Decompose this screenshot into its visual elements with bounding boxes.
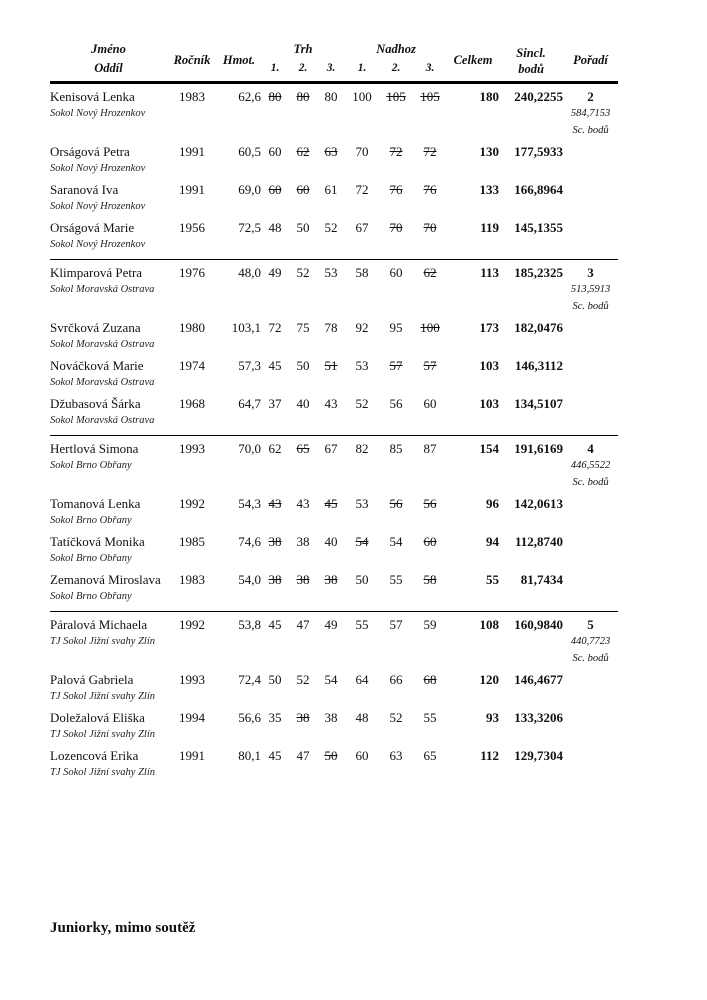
snatch-attempt-1: 60 [268, 182, 282, 197]
athlete-club: Sokol Moravská Ostrava [50, 377, 155, 388]
cj-attempt-3: 76 [423, 182, 437, 197]
total-cell: 120 [479, 672, 500, 687]
cj-attempt-2: 57 [389, 617, 403, 632]
cj-attempt-2: 76 [389, 182, 403, 197]
snatch-attempt-2: 75 [296, 320, 310, 335]
snatch-attempt-1: 45 [268, 748, 282, 763]
snatch-attempt-1: 37 [268, 396, 282, 411]
rank-cell [563, 353, 618, 391]
snatch-attempt-3: 63 [324, 144, 338, 159]
header-weight: Hmot. [222, 53, 256, 67]
cj-attempt-2: 54 [389, 534, 403, 549]
year-cell: 1994 [179, 710, 205, 725]
athlete-cell [50, 215, 167, 260]
cj-attempt-3: 59 [423, 617, 437, 632]
table-row [50, 529, 618, 567]
table-row [50, 215, 618, 260]
athlete-club: TJ Sokol Jižní svahy Zlín [50, 691, 155, 702]
athlete-cell [50, 567, 167, 612]
sinclair-cell: 166,8964 [514, 182, 564, 197]
snatch-attempt-2: 52 [296, 265, 310, 280]
table-row [50, 743, 618, 787]
header-club: Oddíl [94, 61, 123, 75]
cj-attempt-2: 72 [389, 144, 403, 159]
year-cell: 1956 [179, 220, 205, 235]
team-score-label: Sc. bodů [572, 477, 609, 488]
team-score-label: Sc. bodů [572, 653, 609, 664]
rank-cell [563, 743, 618, 787]
athlete-name: Palová Gabriela [50, 672, 134, 687]
snatch-attempt-2: 40 [296, 396, 310, 411]
cj-attempt-1: 100 [352, 89, 372, 104]
total-cell: 93 [486, 710, 500, 725]
results-page [50, 40, 618, 787]
weight-cell: 60,5 [238, 144, 261, 159]
weight-cell: 57,3 [238, 358, 261, 373]
snatch-attempt-3: 54 [324, 672, 338, 687]
weight-cell: 64,7 [238, 396, 261, 411]
total-cell: 94 [486, 534, 500, 549]
athlete-club: Sokol Brno Obřany [50, 515, 132, 526]
snatch-attempt-3: 52 [324, 220, 338, 235]
snatch-attempt-2: 38 [296, 710, 310, 725]
cj-attempt-2: 63 [389, 748, 403, 763]
athlete-name: Doležalová Eliška [50, 710, 145, 725]
athlete-cell [50, 315, 167, 353]
year-cell: 1991 [179, 144, 205, 159]
snatch-attempt-2: 50 [296, 220, 310, 235]
cj-attempt-2: 55 [389, 572, 403, 587]
cj-attempt-3: 100 [420, 320, 440, 335]
cj-attempt-2: 57 [389, 358, 403, 373]
weight-cell: 103,1 [231, 320, 261, 335]
cj-attempt-3: 72 [423, 144, 437, 159]
snatch-attempt-2: 65 [296, 441, 310, 456]
weight-cell: 72,5 [238, 220, 261, 235]
cj-attempt-1: 72 [355, 182, 369, 197]
snatch-attempt-1: 38 [268, 534, 282, 549]
weight-cell: 54,0 [238, 572, 261, 587]
header-snatch: Trh [293, 42, 313, 56]
header-total: Celkem [453, 53, 493, 67]
rank-cell [563, 436, 618, 492]
cj-attempt-1: 53 [355, 358, 369, 373]
rank-cell [563, 491, 618, 529]
cj-attempt-1: 50 [355, 572, 369, 587]
athlete-cell [50, 139, 167, 177]
snatch-attempt-3: 43 [324, 396, 338, 411]
snatch-attempt-2: 38 [296, 534, 310, 549]
snatch-attempt-1: 38 [268, 572, 282, 587]
header-sinclair-line2: bodů [518, 61, 544, 76]
athlete-club: Sokol Brno Obřany [50, 591, 132, 602]
table-header [50, 40, 618, 83]
snatch-attempt-2: 50 [296, 358, 310, 373]
snatch-attempt-1: 62 [268, 441, 282, 456]
total-cell: 103 [479, 396, 500, 411]
athlete-club: Sokol Nový Hrozenkov [50, 163, 146, 174]
snatch-attempt-3: 38 [324, 710, 338, 725]
rank-cell [563, 612, 618, 668]
rank-cell [563, 667, 618, 705]
year-cell: 1976 [179, 265, 205, 280]
cj-attempt-1: 82 [355, 441, 369, 456]
snatch-attempt-3: 78 [324, 320, 338, 335]
athlete-name: Džubasová Šárka [50, 396, 141, 411]
cj-attempt-1: 92 [355, 320, 369, 335]
cj-attempt-2: 60 [389, 265, 403, 280]
cj-attempt-1: 48 [355, 710, 369, 725]
rank-cell [563, 529, 618, 567]
sinclair-cell: 185,2325 [514, 265, 564, 280]
team-score-label: Sc. bodů [572, 125, 609, 136]
cj-attempt-1: 55 [355, 617, 369, 632]
cj-attempt-2: 66 [389, 672, 403, 687]
year-cell: 1985 [179, 534, 205, 549]
total-cell: 130 [479, 144, 500, 159]
table-row [50, 139, 618, 177]
snatch-attempt-2: 80 [296, 89, 310, 104]
weight-cell: 48,0 [238, 265, 261, 280]
athlete-name: Tatíčková Monika [50, 534, 145, 549]
snatch-attempt-3: 61 [324, 182, 338, 197]
cj-attempt-3: 105 [420, 89, 440, 104]
athlete-club: Sokol Moravská Ostrava [50, 284, 155, 295]
athlete-club: TJ Sokol Jižní svahy Zlín [50, 767, 155, 778]
cj-attempt-3: 70 [423, 220, 437, 235]
year-cell: 1991 [179, 748, 205, 763]
weight-cell: 53,8 [238, 617, 261, 632]
team-group [50, 612, 618, 788]
weight-cell: 72,4 [238, 672, 261, 687]
snatch-attempt-2: 47 [296, 617, 310, 632]
snatch-attempt-3: 53 [324, 265, 338, 280]
snatch-attempt-2: 47 [296, 748, 310, 763]
team-score: 513,5913 [570, 284, 611, 295]
year-cell: 1968 [179, 396, 205, 411]
sinclair-cell: 142,0613 [514, 496, 564, 511]
athlete-club: Sokol Brno Obřany [50, 460, 132, 471]
team-score: 584,7153 [570, 108, 611, 119]
table-row [50, 567, 618, 612]
snatch-attempt-3: 45 [324, 496, 338, 511]
athlete-name: Saranová Iva [50, 182, 119, 197]
total-cell: 103 [479, 358, 500, 373]
results-table [50, 40, 618, 787]
sinclair-cell: 182,0476 [514, 320, 564, 335]
athlete-club: Sokol Nový Hrozenkov [50, 108, 146, 119]
cj-attempt-2: 95 [389, 320, 403, 335]
snatch-attempt-1: 45 [268, 617, 282, 632]
cj-attempt-1: 60 [355, 748, 369, 763]
year-cell: 1991 [179, 182, 205, 197]
snatch-attempt-2: 62 [296, 144, 310, 159]
cj-attempt-3: 55 [423, 710, 437, 725]
table-row [50, 491, 618, 529]
sinclair-cell: 146,3112 [515, 358, 564, 373]
team-place: 3 [587, 265, 594, 280]
athlete-name: Nováčková Marie [50, 358, 144, 373]
total-cell: 119 [480, 220, 500, 235]
athlete-cell [50, 705, 167, 743]
cj-attempt-3: 87 [423, 441, 437, 456]
cj-attempt-2: 105 [386, 89, 406, 104]
rank-cell [563, 215, 618, 260]
snatch-attempt-2: 38 [296, 572, 310, 587]
cj-attempt-3: 58 [423, 572, 437, 587]
rank-cell [563, 391, 618, 436]
rank-cell [563, 177, 618, 215]
athlete-name: Orságová Marie [50, 220, 135, 235]
sinclair-cell: 146,4677 [514, 672, 564, 687]
year-cell: 1992 [179, 617, 205, 632]
rank-cell [563, 83, 618, 140]
athlete-cell [50, 391, 167, 436]
rank-cell [563, 139, 618, 177]
athlete-club: Sokol Moravská Ostrava [50, 415, 155, 426]
athlete-cell [50, 436, 167, 492]
team-place: 5 [587, 617, 594, 632]
team-score: 446,5522 [570, 460, 611, 471]
team-group [50, 436, 618, 612]
header-cj-3: 3. [425, 62, 435, 74]
cj-attempt-3: 62 [423, 265, 437, 280]
athlete-club: Sokol Brno Obřany [50, 553, 132, 564]
total-cell: 55 [486, 572, 500, 587]
table-row [50, 391, 618, 436]
snatch-attempt-3: 51 [324, 358, 338, 373]
sinclair-cell: 177,5933 [514, 144, 564, 159]
cj-attempt-3: 65 [423, 748, 437, 763]
sinclair-cell: 81,7434 [520, 572, 564, 587]
table-row [50, 315, 618, 353]
year-cell: 1992 [179, 496, 205, 511]
cj-attempt-3: 68 [423, 672, 437, 687]
header-cj-2: 2. [391, 62, 401, 74]
cj-attempt-1: 54 [355, 534, 369, 549]
athlete-name: Orságová Petra [50, 144, 130, 159]
header-snatch-3: 3. [326, 62, 336, 74]
year-cell: 1983 [179, 89, 205, 104]
athlete-club: TJ Sokol Jižní svahy Zlín [50, 729, 155, 740]
year-cell: 1993 [179, 672, 205, 687]
cj-attempt-3: 56 [423, 496, 437, 511]
total-cell: 154 [479, 441, 500, 456]
table-row [50, 705, 618, 743]
cj-attempt-2: 52 [389, 710, 403, 725]
athlete-cell [50, 612, 167, 668]
header-snatch-2: 2. [298, 62, 308, 74]
header-year: Ročník [173, 53, 211, 67]
athlete-name: Svrčková Zuzana [50, 320, 141, 335]
snatch-attempt-1: 72 [268, 320, 282, 335]
table-row [50, 177, 618, 215]
snatch-attempt-1: 48 [268, 220, 282, 235]
snatch-attempt-3: 50 [324, 748, 338, 763]
snatch-attempt-1: 45 [268, 358, 282, 373]
athlete-cell [50, 491, 167, 529]
rank-cell [563, 705, 618, 743]
weight-cell: 62,6 [238, 89, 261, 104]
cj-attempt-2: 56 [389, 396, 403, 411]
cj-attempt-1: 70 [355, 144, 369, 159]
sinclair-cell: 145,1355 [514, 220, 564, 235]
weight-cell: 74,6 [238, 534, 261, 549]
athlete-cell [50, 667, 167, 705]
snatch-attempt-1: 60 [268, 144, 282, 159]
cj-attempt-1: 64 [355, 672, 369, 687]
athlete-club: Sokol Nový Hrozenkov [50, 201, 146, 212]
year-cell: 1980 [179, 320, 205, 335]
weight-cell: 69,0 [238, 182, 261, 197]
snatch-attempt-1: 49 [268, 265, 282, 280]
team-score: 440,7723 [570, 636, 611, 647]
athlete-cell [50, 353, 167, 391]
weight-cell: 70,0 [238, 441, 261, 456]
total-cell: 112 [480, 748, 500, 763]
weight-cell: 56,6 [238, 710, 261, 725]
table-row [50, 612, 618, 668]
athlete-name: Kenisová Lenka [50, 89, 135, 104]
cj-attempt-2: 85 [389, 441, 403, 456]
total-cell: 96 [486, 496, 500, 511]
team-score-label: Sc. bodů [572, 301, 609, 312]
snatch-attempt-2: 52 [296, 672, 310, 687]
rank-cell [563, 315, 618, 353]
table-row [50, 83, 618, 140]
weight-cell: 54,3 [238, 496, 261, 511]
snatch-attempt-2: 43 [296, 496, 310, 511]
table-row [50, 667, 618, 705]
header-name: Jméno [91, 42, 126, 56]
total-cell: 133 [479, 182, 500, 197]
athlete-name: Tomanová Lenka [50, 496, 141, 511]
year-cell: 1983 [179, 572, 205, 587]
snatch-attempt-2: 60 [296, 182, 310, 197]
header-sinclair [499, 40, 563, 83]
sinclair-cell: 112,8740 [515, 534, 564, 549]
cj-attempt-3: 57 [423, 358, 437, 373]
athlete-name: Zemanová Miroslava [50, 572, 161, 587]
athlete-name: Klimparová Petra [50, 265, 143, 280]
team-place: 2 [587, 89, 594, 104]
athlete-club: TJ Sokol Jižní svahy Zlín [50, 636, 155, 647]
athlete-name: Hertlová Simona [50, 441, 139, 456]
weight-cell: 80,1 [238, 748, 261, 763]
rank-cell [563, 567, 618, 612]
cj-attempt-3: 60 [423, 396, 437, 411]
athlete-club: Sokol Moravská Ostrava [50, 339, 155, 350]
header-cj-1: 1. [357, 62, 367, 74]
total-cell: 108 [479, 617, 500, 632]
cj-attempt-1: 53 [355, 496, 369, 511]
total-cell: 173 [479, 320, 500, 335]
snatch-attempt-3: 80 [324, 89, 338, 104]
cj-attempt-2: 56 [389, 496, 403, 511]
athlete-cell [50, 83, 167, 140]
athlete-cell [50, 743, 167, 787]
snatch-attempt-1: 43 [268, 496, 282, 511]
section-heading: Juniorky, mimo soutěž [50, 920, 196, 936]
sinclair-cell: 129,7304 [514, 748, 564, 763]
cj-attempt-3: 60 [423, 534, 437, 549]
athlete-cell [50, 529, 167, 567]
snatch-attempt-3: 38 [324, 572, 338, 587]
header-rank: Pořadí [573, 53, 608, 67]
table-row [50, 353, 618, 391]
snatch-attempt-1: 50 [268, 672, 282, 687]
cj-attempt-1: 67 [355, 220, 369, 235]
header-cj: Nadhoz [376, 42, 416, 56]
header-sinclair-line1: Sincl. [516, 45, 546, 60]
table-row [50, 436, 618, 492]
athlete-cell [50, 260, 167, 316]
athlete-club: Sokol Nový Hrozenkov [50, 239, 146, 250]
cj-attempt-1: 58 [355, 265, 369, 280]
sinclair-cell: 134,5107 [514, 396, 564, 411]
sinclair-cell: 133,3206 [514, 710, 564, 725]
team-group [50, 83, 618, 260]
snatch-attempt-1: 35 [268, 710, 282, 725]
cj-attempt-2: 70 [389, 220, 403, 235]
athlete-name: Lozencová Erika [50, 748, 139, 763]
year-cell: 1993 [179, 441, 205, 456]
total-cell: 180 [479, 89, 500, 104]
snatch-attempt-3: 67 [324, 441, 338, 456]
team-place: 4 [587, 441, 594, 456]
athlete-name: Páralová Michaela [50, 617, 148, 632]
snatch-attempt-1: 80 [268, 89, 282, 104]
snatch-attempt-3: 40 [324, 534, 338, 549]
table-row [50, 260, 618, 316]
snatch-attempt-3: 49 [324, 617, 338, 632]
rank-cell [563, 260, 618, 316]
athlete-cell [50, 177, 167, 215]
sinclair-cell: 160,9840 [514, 617, 564, 632]
sinclair-cell: 191,6169 [514, 441, 564, 456]
header-snatch-1: 1. [270, 62, 280, 74]
total-cell: 113 [480, 265, 500, 280]
sinclair-cell: 240,2255 [514, 89, 564, 104]
team-group [50, 260, 618, 436]
year-cell: 1974 [179, 358, 205, 373]
cj-attempt-1: 52 [355, 396, 369, 411]
